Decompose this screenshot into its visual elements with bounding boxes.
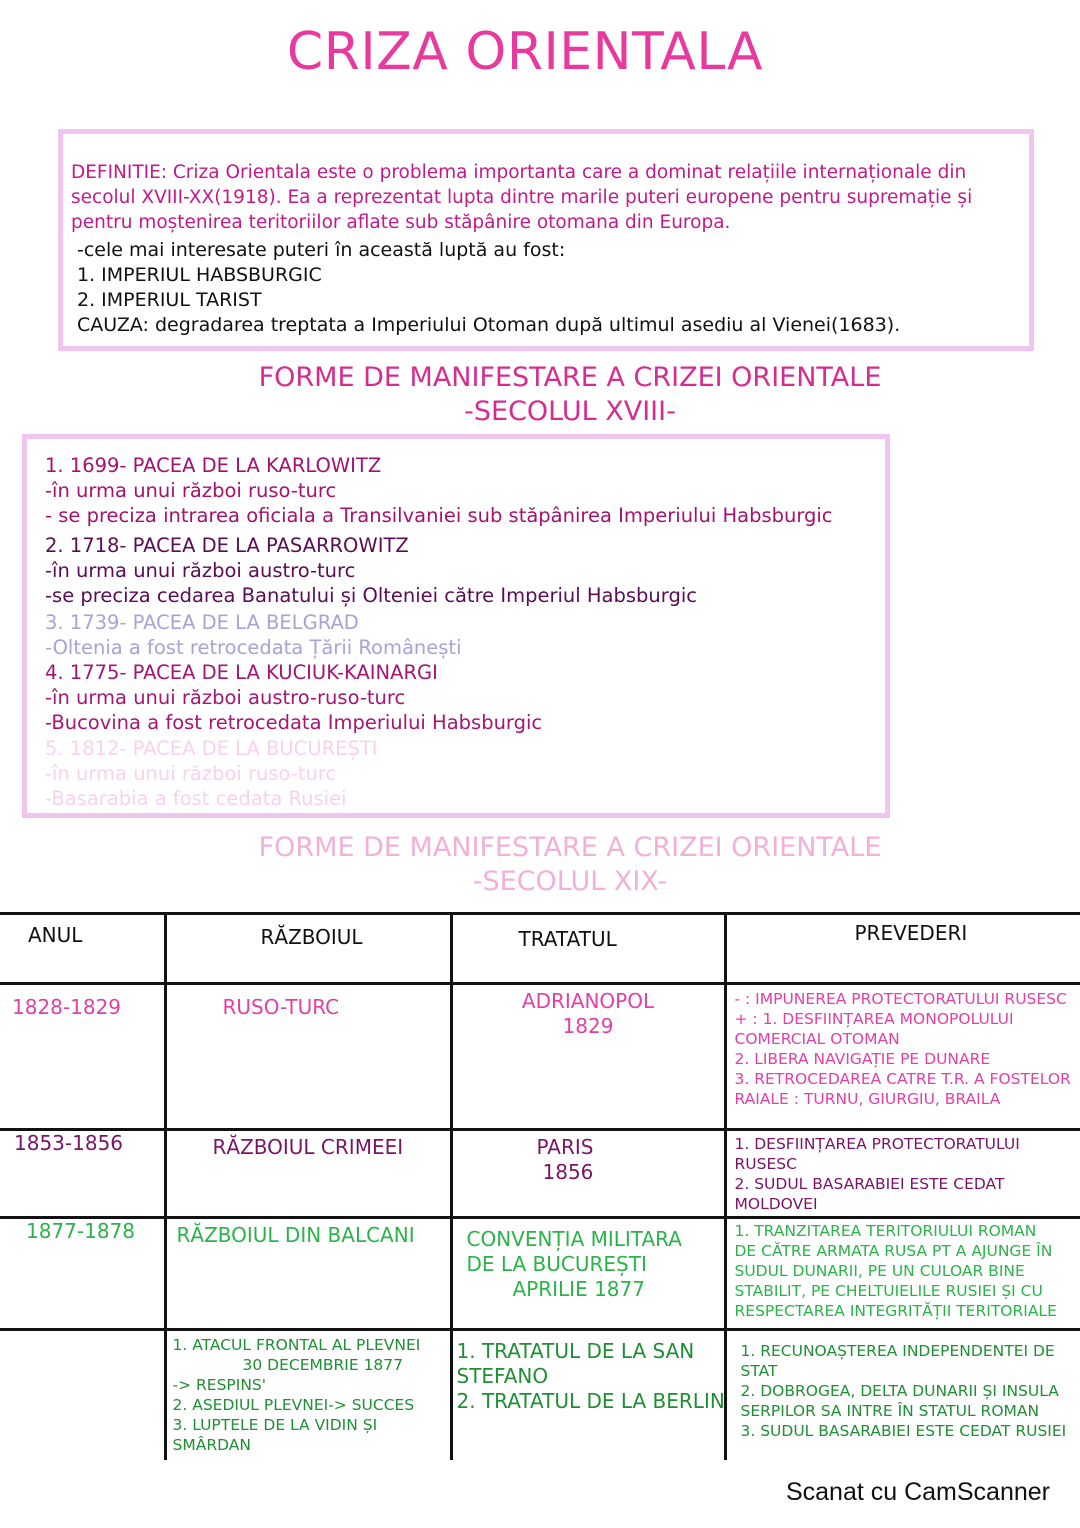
provisions-cell <box>725 1218 1080 1330</box>
section-18-line: -Bucovina a fost retrocedata Imperiului Habsburgic <box>45 711 543 734</box>
treaties-table <box>0 912 1080 1460</box>
definition-text: DEFINITIE: Criza Orientala este o problema importanta care a dominat relațiile internaționale din secolul XVIII-XX(1918). Ea a reprezentat lupta dintre marile puteri europene pentru supremație și pentru moștenirea teritoriilor aflate sub stăpânire otomana din Europa. <box>71 162 973 233</box>
treaty-cell: ADRIANOPOL <box>521 989 655 1013</box>
header-tratatul: TRATATUL <box>451 914 725 984</box>
section-18-line: - se preciza intrarea oficiala a Transilvaniei sub stăpânirea Imperiului Habsburgic <box>45 504 833 527</box>
provision-line: 3. RETROCEDAREA CATRE T.R. A FOSTELOR <box>734 1070 1071 1088</box>
provision-line: 2. SUDUL BASARABIEI ESTE CEDAT <box>734 1175 1005 1193</box>
provision-line: 1. TRANZITAREA TERITORIULUI ROMAN <box>734 1222 1037 1240</box>
provision-line: 1. DESFIINȚAREA PROTECTORATULUI <box>734 1135 1020 1153</box>
header-razboiul: RĂZBOIUL <box>165 914 451 984</box>
war-event-line: 1. ATACUL FRONTAL AL PLEVNEI <box>172 1336 421 1354</box>
provision-line: 3. SUDUL BASARABIEI ESTE CEDAT RUSIEI <box>740 1422 1067 1440</box>
section-18-line: -în urma unui război ruso-turc <box>45 479 337 502</box>
section-19-title <box>0 831 1080 899</box>
war-cell: RĂZBOIUL CRIMEEI <box>212 1135 404 1159</box>
treaty-line: 2. TRATATUL DE LA BERLIN <box>456 1389 725 1413</box>
provision-line: - : IMPUNEREA PROTECTORATULUI RUSESC <box>734 990 1067 1008</box>
definition-box <box>58 129 1034 351</box>
camscanner-footer: Scanat cu CamScanner <box>785 1478 1050 1506</box>
header-anul: ANUL <box>0 914 165 984</box>
treaty-year: 1829 <box>562 1014 614 1038</box>
table-row <box>0 1218 1080 1330</box>
section-18-title-line1: FORME DE MANIFESTARE A CRIZEI ORIENTALE <box>258 362 882 393</box>
section-18-line: -în urma unui război austro-ruso-turc <box>45 686 406 709</box>
section-18-box <box>22 434 890 818</box>
powers-intro: -cele mai interesate puteri în această luptă au fost: <box>77 239 566 261</box>
table-row <box>0 1330 1080 1460</box>
section-18-line: 4. 1775- PACEA DE LA KUCIUK-KAINARGI <box>45 661 438 684</box>
section-18-line: 2. 1718- PACEA DE LA PASARROWITZ <box>45 534 409 557</box>
page-title: CRIZA ORIENTALA <box>286 22 764 82</box>
treaty-cell: PARIS <box>536 1135 594 1159</box>
provision-line: STABILIT, PE CHELTUIELILE RUSIEI ȘI CU <box>734 1282 1043 1300</box>
war-cell: RUSO-TURC <box>222 995 340 1019</box>
table-row <box>0 1130 1080 1218</box>
treaty-year: 1856 <box>542 1160 594 1184</box>
treaty-line: 1. TRATATUL DE LA SAN <box>456 1339 695 1363</box>
war-cell: RĂZBOIUL DIN BALCANI <box>176 1223 415 1247</box>
section-18-line: 3. 1739- PACEA DE LA BELGRAD <box>45 611 359 634</box>
provision-line: 1. RECUNOAȘTEREA INDEPENDENTEI DE <box>740 1342 1055 1360</box>
provision-line: RUSESC <box>734 1155 797 1173</box>
provision-line: DE CĂTRE ARMATA RUSA PT A AJUNGE ÎN <box>734 1242 1053 1260</box>
table-row <box>0 984 1080 1130</box>
section-18-line: -se preciza cedarea Banatului și Olteniei către Imperiul Habsburgic <box>45 584 697 607</box>
treaty-cell: CONVENȚIA MILITARA <box>466 1227 682 1251</box>
section-19-title-line2: -SECOLUL XIX- <box>472 866 668 897</box>
section-18-line: -în urma unui război ruso-turc <box>45 762 337 785</box>
section-18-line: 5. 1812- PACEA DE LA BUCUREȘTI <box>45 737 378 760</box>
header-prevederi: PREVEDERI <box>725 914 1080 984</box>
provision-line: SUDUL DUNARII, PE UN CULOAR BINE <box>734 1262 1025 1280</box>
section-18-title <box>0 361 1080 429</box>
section-19-title-line1: FORME DE MANIFESTARE A CRIZEI ORIENTALE <box>258 832 882 863</box>
war-event-line: 2. ASEDIUL PLEVNEI-> SUCCES <box>172 1396 415 1414</box>
year-cell: 1877-1878 <box>26 1219 136 1243</box>
power-tarist: 2. IMPERIUL TARIST <box>77 289 262 311</box>
table-header-row <box>0 914 1080 984</box>
provision-line: SERPILOR SA INTRE ÎN STATUL ROMAN <box>740 1402 1040 1420</box>
provision-line: 2. LIBERA NAVIGAȚIE PE DUNARE <box>734 1050 991 1068</box>
section-18-line: -Basarabia a fost cedata Rusiei <box>45 787 347 810</box>
war-events-cell <box>165 1330 451 1460</box>
year-cell: 1853-1856 <box>14 1131 124 1155</box>
provision-line: RAIALE : TURNU, GIURGIU, BRAILA <box>734 1090 1001 1108</box>
power-habsburg: 1. IMPERIUL HABSBURGIC <box>77 264 322 286</box>
provision-line: MOLDOVEI <box>734 1195 818 1213</box>
section-18-line: -în urma unui război austro-turc <box>45 559 356 582</box>
provisions-cell <box>725 1330 1080 1460</box>
war-event-line: 30 DECEMBRIE 1877 <box>242 1356 404 1374</box>
provision-line: + : 1. DESFIINȚAREA MONOPOLULUI <box>734 1010 1014 1028</box>
cause-text: CAUZA: degradarea treptata a Imperiului Otoman după ultimul asediu al Vienei(1683). <box>77 314 901 336</box>
war-event-line: SMÂRDAN <box>172 1436 251 1454</box>
war-event-line: -> RESPINS' <box>172 1376 267 1394</box>
provision-line: STAT <box>740 1362 778 1380</box>
provision-line: 2. DOBROGEA, DELTA DUNARII ȘI INSULA <box>740 1382 1059 1400</box>
section-18-title-line2: -SECOLUL XVIII- <box>464 396 676 427</box>
provisions-cell <box>725 1130 1080 1218</box>
treaty-place: DE LA BUCUREȘTI <box>466 1252 647 1276</box>
war-event-line: 3. LUPTELE DE LA VIDIN ȘI <box>172 1416 378 1434</box>
year-cell: 1828-1829 <box>12 995 122 1019</box>
treaty-line: STEFANO <box>456 1364 549 1388</box>
section-18-line: 1. 1699- PACEA DE LA KARLOWITZ <box>45 454 382 477</box>
treaty-cell <box>451 1330 725 1460</box>
provision-line: RESPECTAREA INTEGRITĂȚII TERITORIALE <box>734 1302 1057 1320</box>
provision-line: COMERCIAL OTOMAN <box>734 1030 900 1048</box>
section-18-line: -Oltenia a fost retrocedata Țării Românești <box>45 636 462 659</box>
provisions-cell <box>725 984 1080 1130</box>
treaty-date: APRILIE 1877 <box>512 1277 645 1301</box>
